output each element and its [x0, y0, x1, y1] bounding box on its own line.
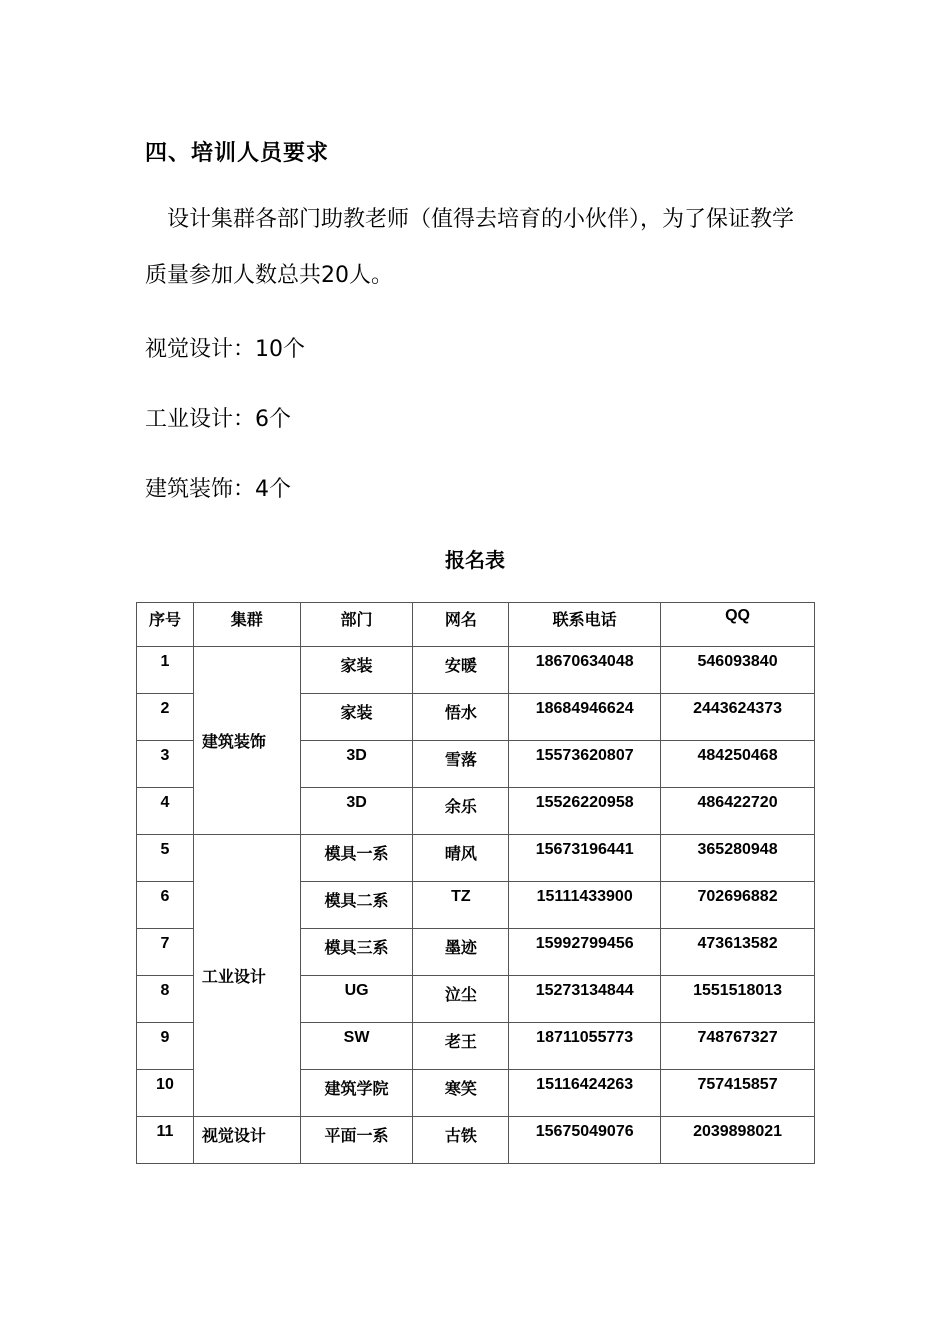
header-cluster: 集群: [193, 603, 300, 647]
cell-department: 3D: [300, 788, 413, 835]
cell-phone: 15111433900: [509, 882, 661, 929]
cell-cluster: 视觉设计: [193, 1117, 300, 1164]
cell-nickname: 雪落: [413, 741, 509, 788]
section-heading: 四、培训人员要求: [145, 141, 330, 166]
cell-department: 家装: [300, 647, 413, 694]
cell-qq: 473613582: [661, 929, 815, 976]
header-number: 序号: [137, 603, 194, 647]
cell-nickname: 悟水: [413, 694, 509, 741]
cell-number: 4: [137, 788, 194, 835]
cell-qq: 486422720: [661, 788, 815, 835]
header-phone: 联系电话: [509, 603, 661, 647]
cell-number: 1: [137, 647, 194, 694]
cell-qq: 748767327: [661, 1023, 815, 1070]
cell-phone: 15273134844: [509, 976, 661, 1023]
cell-department: 模具三系: [300, 929, 413, 976]
cell-qq: 702696882: [661, 882, 815, 929]
quota-industrial-design: 工业设计：6个: [145, 407, 291, 432]
table-row: [137, 647, 815, 694]
cell-phone: 18684946624: [509, 694, 661, 741]
table-title: 报名表: [445, 548, 505, 572]
cell-phone: 15992799456: [509, 929, 661, 976]
cell-nickname: 寒笑: [413, 1070, 509, 1117]
cell-qq: 1551518013: [661, 976, 815, 1023]
cell-qq: 546093840: [661, 647, 815, 694]
cell-nickname: TZ: [413, 882, 509, 929]
cell-department: 模具一系: [300, 835, 413, 882]
cell-cluster: 工业设计: [193, 835, 300, 1117]
cell-phone: 15573620807: [509, 741, 661, 788]
cell-qq: 484250468: [661, 741, 815, 788]
cell-phone: 15675049076: [509, 1117, 661, 1164]
quota-visual-design: 视觉设计：10个: [145, 337, 305, 362]
cell-phone: 15116424263: [509, 1070, 661, 1117]
cell-qq: 2039898021: [661, 1117, 815, 1164]
header-qq: QQ: [661, 603, 815, 647]
cell-nickname: 余乐: [413, 788, 509, 835]
table-row: [137, 835, 815, 882]
table-row: [137, 1117, 815, 1164]
cell-number: 10: [137, 1070, 194, 1117]
cell-nickname: 晴风: [413, 835, 509, 882]
cell-number: 7: [137, 929, 194, 976]
cell-nickname: 泣尘: [413, 976, 509, 1023]
cell-phone: 15526220958: [509, 788, 661, 835]
quota-architectural-decoration: 建筑装饰：4个: [145, 477, 291, 502]
cell-qq: 2443624373: [661, 694, 815, 741]
cell-number: 8: [137, 976, 194, 1023]
header-department: 部门: [300, 603, 413, 647]
cell-cluster: 建筑装饰: [193, 647, 300, 835]
cell-nickname: 古铁: [413, 1117, 509, 1164]
cell-phone: 18670634048: [509, 647, 661, 694]
cell-nickname: 安暖: [413, 647, 509, 694]
cell-department: SW: [300, 1023, 413, 1070]
cell-department: 平面一系: [300, 1117, 413, 1164]
cell-qq: 757415857: [661, 1070, 815, 1117]
table-header-row: [137, 603, 815, 647]
cell-department: 建筑学院: [300, 1070, 413, 1117]
cell-phone: 15673196441: [509, 835, 661, 882]
cell-phone: 18711055773: [509, 1023, 661, 1070]
cell-qq: 365280948: [661, 835, 815, 882]
cell-department: 模具二系: [300, 882, 413, 929]
cell-department: UG: [300, 976, 413, 1023]
cell-department: 3D: [300, 741, 413, 788]
cell-number: 5: [137, 835, 194, 882]
cell-number: 3: [137, 741, 194, 788]
cell-nickname: 墨迹: [413, 929, 509, 976]
registration-table: [136, 602, 815, 1164]
cell-nickname: 老王: [413, 1023, 509, 1070]
cell-number: 11: [137, 1117, 194, 1164]
cell-number: 2: [137, 694, 194, 741]
cell-number: 6: [137, 882, 194, 929]
cell-number: 9: [137, 1023, 194, 1070]
cell-department: 家装: [300, 694, 413, 741]
requirement-paragraph: 设计集群各部门助教老师（值得去培育的小伙伴），为了保证教学质量参加人数总共20人。: [145, 207, 795, 288]
header-nickname: 网名: [413, 603, 509, 647]
